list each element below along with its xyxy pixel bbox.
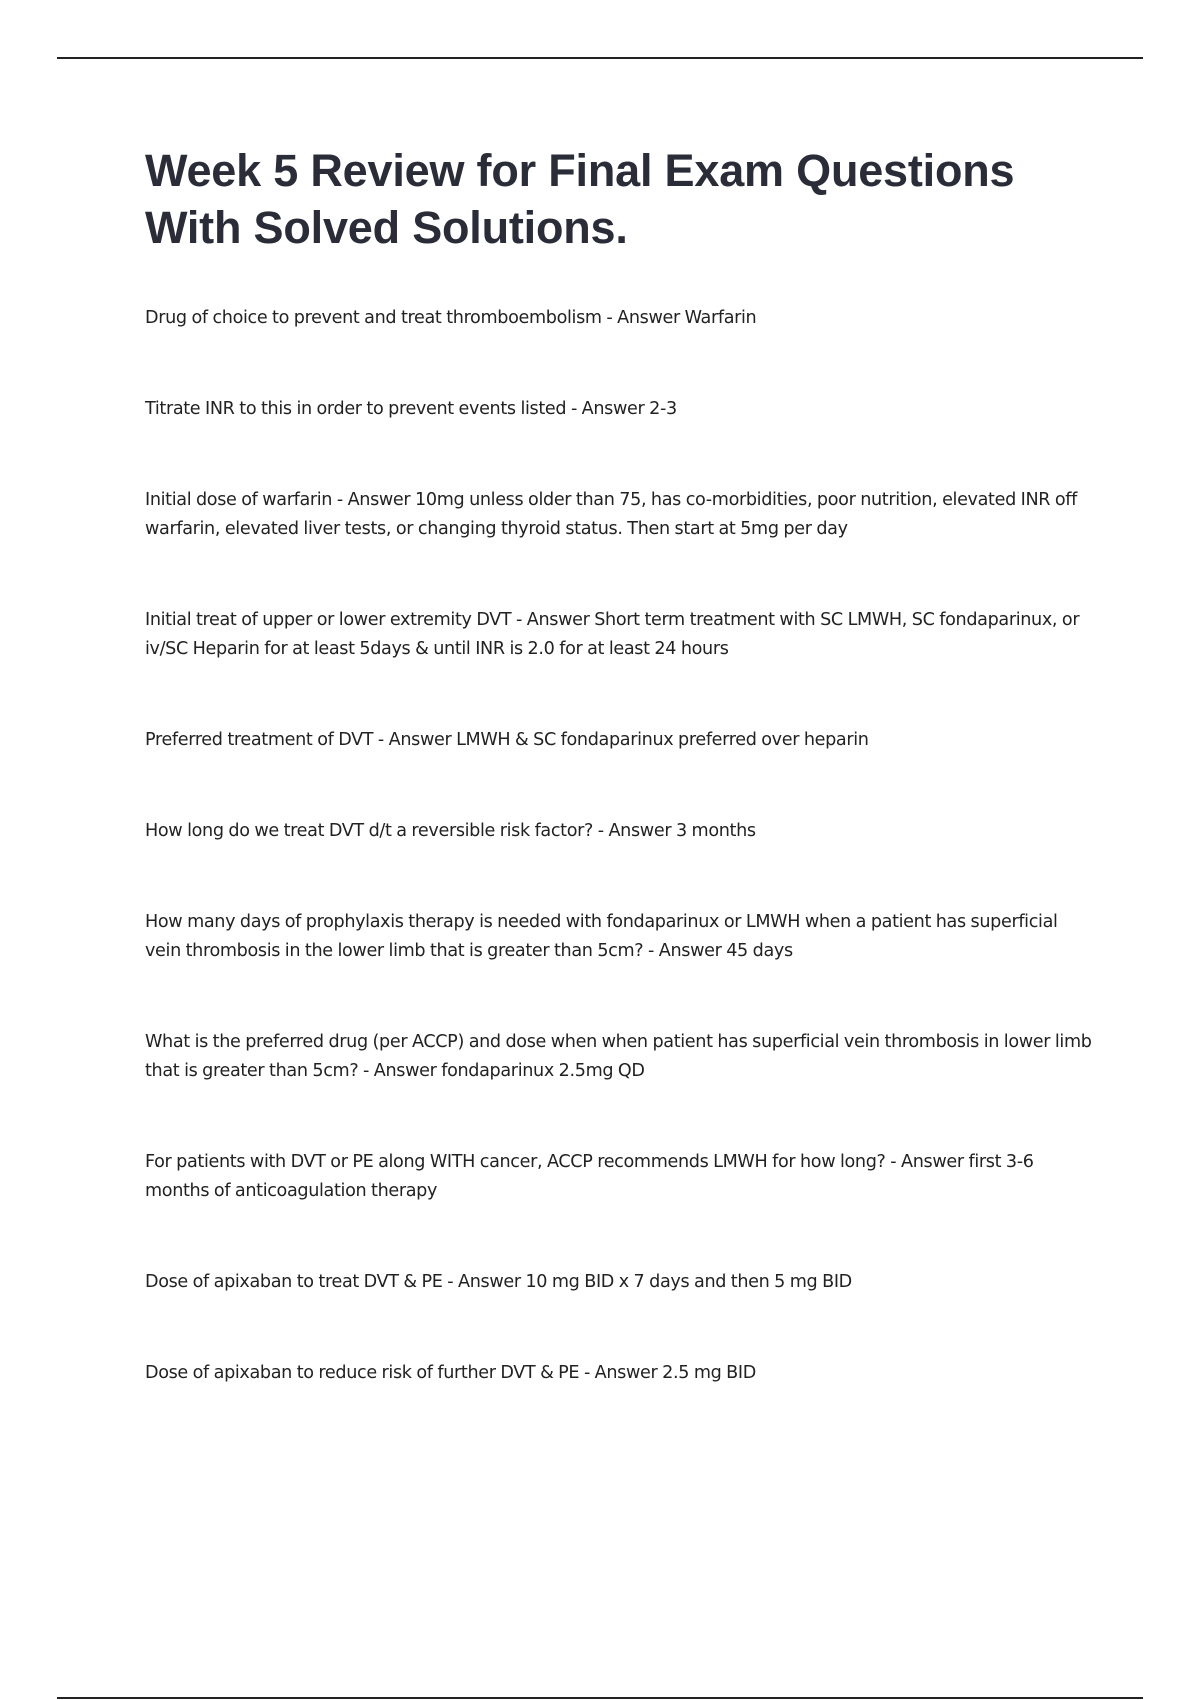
- answer-separator: - Answer: [643, 941, 727, 961]
- answer-text: 3 months: [675, 821, 756, 841]
- question-text: Drug of choice to prevent and treat thromboembolism: [145, 308, 602, 328]
- answer-text: Short term treatment with SC LMWH, SC fondaparinux, or iv/SC Heparin for at least 5days & until INR is 2.0 for at least 24 hours: [145, 610, 1080, 659]
- answer-text: fondaparinux 2.5mg QD: [441, 1061, 645, 1081]
- bottom-rule: [57, 1697, 1143, 1699]
- answer-separator: - Answer: [332, 490, 416, 510]
- qa-item: [145, 1359, 1095, 1388]
- answer-text: 45 days: [726, 941, 793, 961]
- qa-item: [145, 395, 1095, 424]
- answer-separator: - Answer: [442, 1272, 526, 1292]
- qa-item: [145, 726, 1095, 755]
- question-text: Titrate INR to this in order to prevent events listed: [145, 399, 567, 419]
- top-rule: [57, 57, 1143, 59]
- qa-list: [145, 304, 1095, 1388]
- qa-item: [145, 817, 1095, 846]
- answer-separator: - Answer: [885, 1152, 969, 1172]
- answer-separator: - Answer: [373, 730, 457, 750]
- question-text: How many days of prophylaxis therapy is needed with fondaparinux or LMWH when a patient has superficial vein thrombosis in the lower limb that is greater than 5cm?: [145, 912, 1058, 961]
- question-text: Initial treat of upper or lower extremity DVT: [145, 610, 512, 630]
- qa-item: [145, 486, 1095, 544]
- qa-item: [145, 1268, 1095, 1297]
- answer-separator: - Answer: [579, 1363, 663, 1383]
- question-text: How long do we treat DVT d/t a reversible risk factor?: [145, 821, 594, 841]
- qa-item: [145, 1148, 1095, 1206]
- question-text: Dose of apixaban to treat DVT & PE: [145, 1272, 443, 1292]
- answer-text: first 3-6 months of anticoagulation therapy: [145, 1152, 1034, 1201]
- question-text: What is the preferred drug (per ACCP) and dose when when patient has superficial vein thrombosis in lower limb that is greater than 5cm?: [145, 1032, 1092, 1081]
- question-text: Dose of apixaban to reduce risk of further DVT & PE: [145, 1363, 580, 1383]
- answer-text: LMWH & SC fondaparinux preferred over heparin: [456, 730, 869, 750]
- answer-text: Warfarin: [684, 308, 757, 328]
- question-text: For patients with DVT or PE along WITH cancer, ACCP recommends LMWH for how long?: [145, 1152, 886, 1172]
- answer-text: 2.5 mg BID: [662, 1363, 756, 1383]
- question-text: Preferred treatment of DVT: [145, 730, 374, 750]
- document-title: Week 5 Review for Final Exam Questions With Solved Solutions.: [145, 145, 1015, 253]
- qa-item: [145, 908, 1095, 966]
- qa-item: [145, 1028, 1095, 1086]
- qa-item: [145, 304, 1095, 333]
- answer-text: 10 mg BID x 7 days and then 5 mg BID: [525, 1272, 852, 1292]
- answer-separator: - Answer: [601, 308, 685, 328]
- answer-text: 2-3: [649, 399, 677, 419]
- answer-separator: - Answer: [566, 399, 650, 419]
- answer-text: 10mg unless older than 75, has co-morbidities, poor nutrition, elevated INR off warfarin, elevated liver tests, or changing thyroid status. Then start at 5mg per day: [145, 490, 1077, 539]
- qa-item: [145, 606, 1095, 664]
- question-text: Initial dose of warfarin: [145, 490, 333, 510]
- answer-separator: - Answer: [511, 610, 595, 630]
- document-body: [145, 142, 1095, 1450]
- answer-separator: - Answer: [593, 821, 676, 841]
- answer-separator: - Answer: [358, 1061, 442, 1081]
